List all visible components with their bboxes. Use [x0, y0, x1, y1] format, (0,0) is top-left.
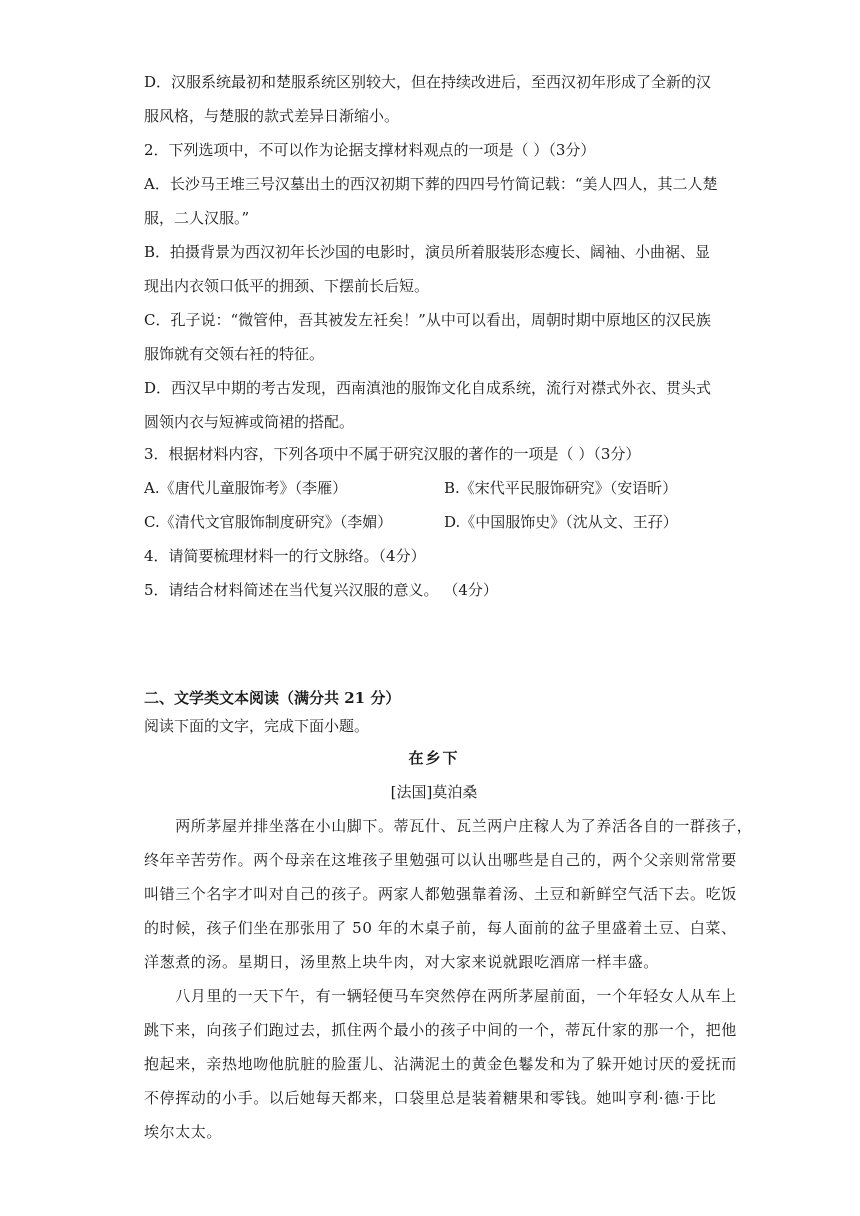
q3-option-b: B.《宋代平民服饰研究》（安语昕）	[444, 479, 678, 497]
q2-option-b-line1: B．拍摄背景为西汉初年长沙国的电影时，演员所着服装形态瘦长、阔袖、小曲裾、显	[144, 243, 711, 261]
q2-option-c-line2: 服饰就有交领右衽的特征。	[144, 345, 325, 363]
q2-option-a-line1: A．长沙马王堆三号汉墓出土的西汉初期下葬的四四号竹简记载：“美人四人，其二人楚	[144, 175, 718, 193]
q2-option-d-line2: 圆领内衣与短裤或筒裙的搭配。	[144, 413, 355, 431]
q2-option-c-line1: C．孔子说：“微管仲，吾其被发左衽矣！”从中可以看出，周朝时期中原地区的汉民族	[144, 311, 711, 329]
q4-question: 4．请简要梳理材料一的行文脉络。（4分）	[144, 547, 426, 565]
q3-option-a: A.《唐代儿童服饰考》（李雁）	[144, 479, 348, 497]
q2-option-b-line2: 现出内衣领口低平的拥颈、下摆前长后短。	[144, 277, 430, 295]
q1-option-d-line2: 服风格，与楚服的款式差异日渐缩小。	[144, 107, 400, 125]
q2-option-a-line2: 服，二人汉服。”	[144, 209, 250, 227]
story-paragraph2-line4: 不停挥动的小手。以后她每天都来，口袋里总是装着糖果和零钱。她叫亨利·德·于比	[144, 1089, 717, 1107]
story-title: 在乡下	[408, 749, 460, 767]
story-paragraph2-line1: 八月里的一天下午，有一辆轻便马车突然停在两所茅屋前面，一个年轻女人从车上	[144, 987, 737, 1005]
section2-heading: 二、文学类文本阅读（满分共 21 分）	[144, 689, 401, 707]
q3-option-d: D.《中国服饰史》（沈从文、王孖）	[444, 513, 678, 531]
story-paragraph1-line5: 洋葱煮的汤。星期日，汤里熬上块牛肉，对大家来说就跟吃酒席一样丰盛。	[144, 953, 659, 971]
q3-stem: 3．根据材料内容，下列各项中不属于研究汉服的著作的一项是（ ）（3分）	[144, 445, 641, 463]
story-paragraph2-line5: 埃尔太太。	[144, 1123, 223, 1141]
story-paragraph1-line1: 两所茅屋并排坐落在小山脚下。蒂瓦什、瓦兰两户庄稼人为了养活各自的一群孩子，	[144, 817, 753, 835]
story-paragraph1-line2: 终年辛苦劳作。两个母亲在这堆孩子里勉强可以认出哪些是自己的，两个父亲则常常要	[144, 851, 737, 869]
story-author: [法国]莫泊桑	[390, 783, 478, 801]
q1-option-d-line1: D．汉服系统最初和楚服系统区别较大，但在持续改进后，至西汉初年形成了全新的汉	[144, 73, 712, 91]
story-paragraph1-line3: 叫错三个名字才叫对自己的孩子。两家人都勉强靠着汤、土豆和新鲜空气活下去。吃饭	[144, 885, 737, 903]
q2-stem: 2．下列选项中，不可以作为论据支撑材料观点的一项是（ ）（3分）	[144, 141, 596, 159]
q2-option-d-line1: D．西汉早中期的考古发现，西南滇池的服饰文化自成系统，流行对襟式外衣、贯头式	[144, 379, 712, 397]
story-paragraph2-line3: 抱起来，亲热地吻他肮脏的脸蛋儿、沾满泥土的黄金色鬈发和为了躲开她讨厌的爱抚而	[144, 1055, 737, 1073]
section2-instruction: 阅读下面的文字，完成下面小题。	[144, 717, 370, 735]
q3-option-c: C.《清代文官服饰制度研究》（李媚）	[144, 513, 393, 531]
story-paragraph1-line4: 的时候，孩子们坐在那张用了 50 年的木桌子前，每人面前的盆子里盛着土豆、白菜、	[144, 919, 737, 937]
story-paragraph2-line2: 跳下来，向孩子们跑过去，抓住两个最小的孩子中间的一个，蒂瓦什家的那一个，把他	[144, 1021, 737, 1039]
q5-question: 5．请结合材料简述在当代复兴汉服的意义。 （4分）	[144, 581, 498, 599]
